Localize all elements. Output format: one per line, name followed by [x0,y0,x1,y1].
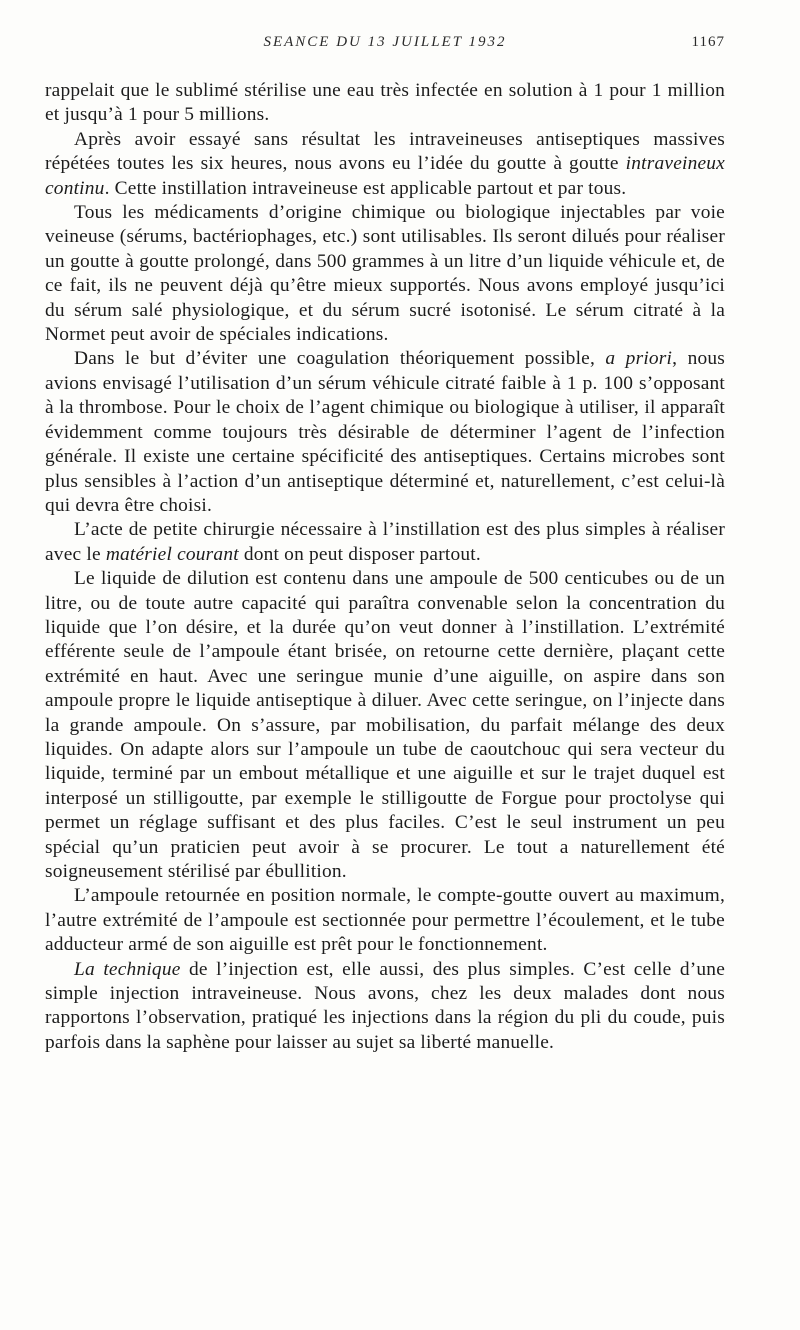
body-text [45,79,725,1055]
paragraph-technique [45,958,725,1056]
text-run: Tous les médicaments d’origine chimique ou biologique injectables par voie veineuse (sérums, bactériophages, etc.) sont utilisables. Ils seront dilués pour réaliser un goutte à goutte prolongé, dans 500 grammes à un litre d’un liquide véhicule et, de ce fait, ils ne peuvent déjà qu’être mieux supportés. Nous avons employé jusqu’ici du sérum salé physiologique, et du sérum sucré isotonisé. Le sérum citraté à la Normet peut avoir de spéciales indications. [45,202,725,346]
text-run: Le liquide de dilution est contenu dans une ampoule de 500 centicubes ou de un litre, ou de toute autre capacité qui paraîtra convenable selon la concentration du liquide que l’on désire, et la durée qu’on veut donner à l’instillation. L’extrémité efférente seule de l’ampoule étant brisée, on retourne cette dernière, plaçant cette extrémité en haut. Avec une seringue munie d’une aiguille, on aspire dans son ampoule propre le liquide antiseptique à diluer. Avec cette seringue, on l’injecte dans la grande ampoule. On s’assure, par mobilisation, du parfait mélange des deux liquides. On adapte alors sur l’ampoule un tube de caoutchouc qui sera vecteur du liquide, terminé par un embout métallique et une aiguille et sur le trajet duquel est interposé un stilligoutte, par exemple le stilligoutte de Forgue pour proctolyse qui permet un réglage suffisant et des plus faciles. C’est le seul instrument un peu spécial qu’un praticien peut avoir à se procurer. Le tout a naturellement été soigneusement stérilisé par ébullition. [45,568,725,882]
paragraph-ampoule [45,884,725,957]
italic-phrase: intraveineux continu [45,153,725,199]
paragraph-medicaments [45,201,725,347]
text-run: de l’injection est, elle aussi, des plus simples. C’est celle d’une simple injection intraveineuse. Nous avons, chez les deux malades dont nous rapportons l’observation, pratiqué les injections dans la région du pli du coude, puis parfois dans la saphène pour laisser au sujet sa liberté manuelle. [45,958,725,1053]
text-run: L’ampoule retournée en position normale, le compte-goutte ouvert au maximum, l’autre extrémité de l’ampoule est sectionnée pour permettre l’écoulement, et le tube adducteur armé de son aiguille est prêt pour le fonctionnement. [45,885,725,956]
text-run: , nous avions envisagé l’utilisation d’un sérum véhicule citraté faible à 1 p. 100 s’opposant à la thrombose. Pour le choix de l’agent chimique ou biologique à utiliser, il apparaît évidemment comme toujours très désirable de déterminer l’agent de l’infection générale. Il existe une certaine spécificité des antiseptiques. Certains microbes sont plus sensibles à l’action d’un antiseptique déterminé et, naturellement, c’est celui-là qui devra être choisi. [45,348,725,516]
page-number: 1167 [691,34,725,50]
text-run: Dans le but d’éviter une coagulation théoriquement possible, [74,348,606,370]
paragraph-continuation [45,79,725,128]
italic-phrase: La technique [74,958,181,980]
text-run: . Cette instillation intraveineuse est applicable partout et par tous. [104,177,627,199]
header-title: SEANCE DU 13 JUILLET 1932 [263,34,507,50]
running-header [45,34,725,58]
text-run: dont on peut disposer partout. [238,543,481,565]
paragraph-goutte-a-goutte [45,128,725,201]
text-run: rappelait que le sublimé stérilise une eau très infectée en solution à 1 pour 1 million et jusqu’à 1 pour 5 millions. [45,80,725,126]
paragraph-petite-chirurgie [45,518,725,567]
text-run: Après avoir essayé sans résultat les intraveineuses antiseptiques massives répétées toutes les six heures, nous avons eu l’idée du goutte à goutte [45,128,725,175]
italic-phrase: matériel courant [105,543,239,565]
text-run: L’acte de petite chirurgie nécessaire à l’instillation est des plus simples à réaliser avec le [45,519,725,565]
paragraph-coagulation [45,347,725,518]
paragraph-liquide-dilution [45,567,725,884]
italic-phrase: a priori [605,348,673,370]
